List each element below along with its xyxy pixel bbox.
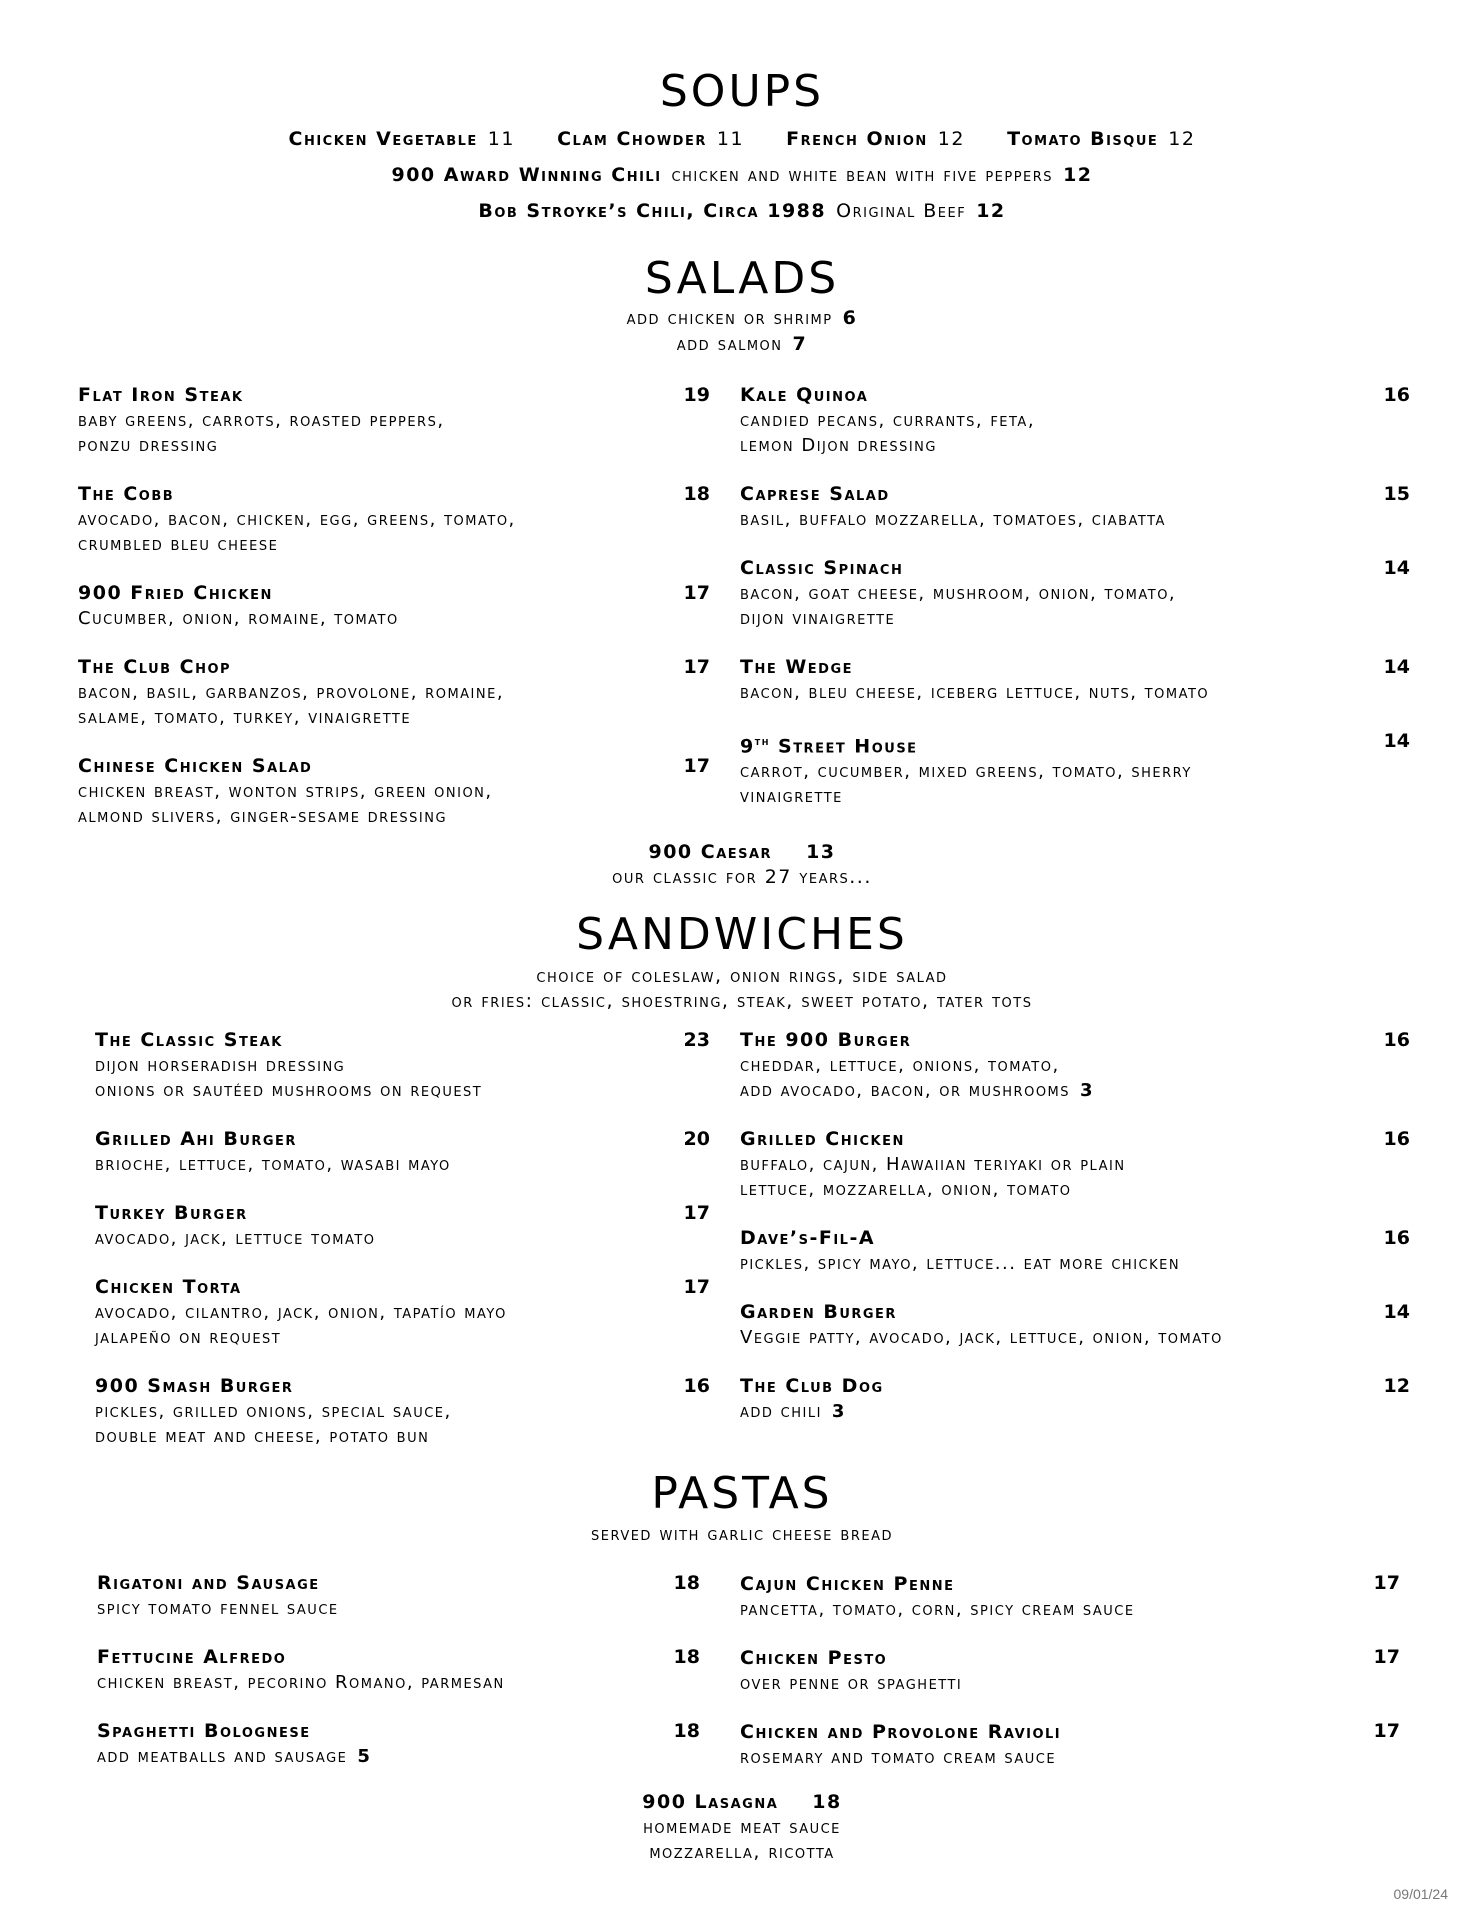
item-desc: basil, buffalo mozzarella, tomatoes, ciabatta <box>740 509 1166 530</box>
item-desc-text: add meatballs and sausage <box>97 1746 348 1767</box>
item-desc: Cucumber, onion, romaine, tomato <box>78 608 399 629</box>
item-desc: candied pecans, currants, feta, <box>740 410 1036 431</box>
item-name: Cajun Chicken Penne <box>740 1573 955 1595</box>
lasagna-desc-1: homemade meat sauce <box>643 1816 841 1838</box>
lasagna-item <box>0 1790 1484 1814</box>
menu-item <box>97 1571 339 1621</box>
item-price: 17 <box>683 1202 710 1224</box>
menu-item <box>740 1127 1126 1202</box>
addon-price: 6 <box>842 307 858 329</box>
soup-name: Chicken Vegetable <box>288 128 478 150</box>
item-name: The Classic Steak <box>95 1029 283 1051</box>
item-price: 13 <box>806 841 836 863</box>
pastas-note: served with garlic cheese bread <box>591 1523 893 1545</box>
item-name: Turkey Burger <box>95 1202 248 1224</box>
item-price: 16 <box>1383 1227 1410 1249</box>
item-price: 15 <box>1383 483 1410 505</box>
item-name-superscript: th <box>754 734 770 748</box>
item-desc: Veggie patty, avocado, jack, lettuce, onion, tomato <box>740 1327 1223 1348</box>
item-desc: bacon, basil, garbanzos, provolone, romaine, <box>78 682 505 703</box>
soup-name: Clam Chowder <box>557 128 707 150</box>
item-desc: rosemary and tomato cream sauce <box>740 1747 1057 1768</box>
item-name: Grilled Chicken <box>740 1128 905 1150</box>
item-name: Chinese Chicken Salad <box>78 755 313 777</box>
item-name: 900 Caesar <box>648 841 773 863</box>
addon-price: 3 <box>1080 1080 1095 1101</box>
item-desc: spicy tomato fennel sauce <box>97 1598 339 1619</box>
menu-item <box>740 383 1035 458</box>
item-price: 17 <box>683 656 710 678</box>
item-desc: bacon, bleu cheese, iceberg lettuce, nuts, tomato <box>740 682 1210 703</box>
item-name: The Cobb <box>78 483 175 505</box>
item-desc <box>740 1399 884 1424</box>
item-name: Kale Quinoa <box>740 384 869 406</box>
item-name-rest: Street House <box>769 735 918 758</box>
sandwiches-note-1: choice of coleslaw, onion rings, side salad <box>536 965 948 987</box>
item-desc: avocado, jack, lettuce tomato <box>95 1228 376 1249</box>
soup-price: 12 <box>976 200 1006 222</box>
soup-price: 11 <box>487 128 515 150</box>
item-desc: chicken breast, pecorino Romano, parmesan <box>97 1672 505 1693</box>
item-desc: carrot, cucumber, mixed greens, tomato, sherry <box>740 761 1192 783</box>
soups-row-3 <box>0 199 1484 223</box>
item-desc: chicken breast, wonton strips, green onion, <box>78 781 493 802</box>
item-name: Classic Spinach <box>740 557 904 579</box>
soup-price: 12 <box>1063 164 1093 186</box>
item-price: 17 <box>1373 1572 1400 1594</box>
item-desc: avocado, bacon, chicken, egg, greens, tomato, <box>78 509 516 530</box>
salads-addon-2 <box>0 332 1484 356</box>
item-price: 17 <box>683 582 710 604</box>
item-name: 900 Lasagna <box>642 1791 779 1813</box>
addon-price: 5 <box>357 1746 372 1767</box>
caesar-item <box>0 840 1484 864</box>
item-price: 17 <box>1373 1646 1400 1668</box>
item-price: 18 <box>673 1646 700 1668</box>
item-desc: ponzu dressing <box>78 435 219 456</box>
item-name: Spaghetti Bolognese <box>97 1720 311 1742</box>
item-desc: crumbled bleu cheese <box>78 534 279 555</box>
item-desc: jalapeño on request <box>95 1327 282 1348</box>
item-desc-text: add chili <box>740 1401 822 1422</box>
menu-item <box>78 754 493 829</box>
item-desc <box>740 1078 1094 1103</box>
item-name: The Wedge <box>740 656 854 678</box>
item-price: 16 <box>1383 1029 1410 1051</box>
salads-addon-1 <box>0 306 1484 330</box>
addon-price: 7 <box>792 333 808 355</box>
menu-item <box>740 1226 1180 1276</box>
item-desc: salame, tomato, turkey, vinaigrette <box>78 707 412 728</box>
menu-item <box>740 1572 1135 1622</box>
menu-item <box>740 556 1176 631</box>
soups-row-2 <box>0 163 1484 187</box>
soup-name: Tomato Bisque <box>1007 128 1159 150</box>
soup-name: Bob Stroyke’s Chili, Circa 1988 <box>478 200 827 222</box>
menu-item <box>740 729 1192 809</box>
sandwiches-title: SANDWICHES <box>576 909 908 960</box>
item-desc: avocado, cilantro, jack, onion, tapatío mayo <box>95 1302 507 1323</box>
menu-item <box>78 383 445 458</box>
soup-price: 12 <box>937 128 965 150</box>
menu-item <box>740 482 1166 532</box>
menu-item <box>78 581 399 631</box>
menu-item <box>740 1646 962 1696</box>
pastas-title: PASTAS <box>651 1468 833 1519</box>
item-desc: over penne or spaghetti <box>740 1673 963 1694</box>
item-price: 17 <box>683 1276 710 1298</box>
menu-item <box>740 1300 1223 1350</box>
item-name <box>740 729 1192 759</box>
soup-desc: Original Beef <box>836 200 967 222</box>
salads-title: SALADS <box>644 253 840 304</box>
item-name: Flat Iron Steak <box>78 384 244 406</box>
item-price: 12 <box>1383 1375 1410 1397</box>
menu-item <box>740 1374 884 1424</box>
item-desc: cheddar, lettuce, onions, tomato, <box>740 1055 1060 1076</box>
item-name: Caprese Salad <box>740 483 890 505</box>
addon-price: 3 <box>831 1401 846 1422</box>
menu-item <box>78 482 516 557</box>
item-name: Rigatoni and Sausage <box>97 1572 320 1594</box>
menu-item <box>95 1275 507 1350</box>
item-name: 900 Fried Chicken <box>78 582 273 604</box>
item-desc: pickles, grilled onions, special sauce, <box>95 1401 452 1422</box>
item-name: The 900 Burger <box>740 1029 912 1051</box>
item-desc: dijon vinaigrette <box>740 608 896 629</box>
item-desc-text: add avocado, bacon, or mushrooms <box>740 1080 1071 1101</box>
item-desc: brioche, lettuce, tomato, wasabi mayo <box>95 1154 451 1175</box>
item-price: 16 <box>1383 1128 1410 1150</box>
menu-item <box>740 1720 1061 1770</box>
soup-desc: chicken and white bean with five peppers <box>671 164 1054 186</box>
item-desc: pancetta, tomato, corn, spicy cream sauce <box>740 1599 1135 1620</box>
item-price: 18 <box>673 1720 700 1742</box>
caesar-desc: our classic for 27 years... <box>612 866 872 888</box>
item-name: Chicken Pesto <box>740 1647 888 1669</box>
item-price: 20 <box>683 1128 710 1150</box>
item-name: The Club Dog <box>740 1375 884 1397</box>
lasagna-desc-2: mozzarella, ricotta <box>649 1841 835 1863</box>
menu-item <box>740 655 1209 705</box>
item-price: 16 <box>1383 384 1410 406</box>
item-desc: buffalo, cajun, Hawaiian teriyaki or plain <box>740 1154 1126 1175</box>
item-desc: lettuce, mozzarella, onion, tomato <box>740 1179 1072 1200</box>
menu-item <box>97 1719 371 1769</box>
addon-text: add salmon <box>676 333 783 355</box>
item-name: The Club Chop <box>78 656 232 678</box>
item-name: Dave’s-Fil-A <box>740 1227 876 1249</box>
menu-item <box>95 1028 482 1103</box>
item-desc: lemon Dijon dressing <box>740 435 937 456</box>
item-desc: bacon, goat cheese, mushroom, onion, tomato, <box>740 583 1177 604</box>
item-name: Garden Burger <box>740 1301 897 1323</box>
addon-text: add chicken or shrimp <box>626 307 833 329</box>
item-price: 18 <box>673 1572 700 1594</box>
item-name: Chicken and Provolone Ravioli <box>740 1721 1062 1743</box>
item-price: 16 <box>683 1375 710 1397</box>
menu-item <box>95 1374 452 1449</box>
revision-date: 09/01/24 <box>1393 1886 1448 1902</box>
item-name: 900 Smash Burger <box>95 1375 294 1397</box>
item-price: 17 <box>1373 1720 1400 1742</box>
item-name-number: 9 <box>740 735 755 758</box>
item-desc: dijon horseradish dressing <box>95 1055 346 1076</box>
item-name: Chicken Torta <box>95 1276 242 1298</box>
item-price: 18 <box>812 1791 842 1813</box>
menu-item <box>95 1201 376 1251</box>
item-desc: onions or sautéed mushrooms on request <box>95 1080 483 1101</box>
menu-item <box>78 655 504 730</box>
soup-name: French Onion <box>786 128 928 150</box>
soup-price: 12 <box>1168 128 1196 150</box>
item-desc: double meat and cheese, potato bun <box>95 1426 430 1447</box>
menu-item <box>97 1645 505 1695</box>
item-price: 19 <box>683 384 710 406</box>
item-price: 14 <box>1383 656 1410 678</box>
item-price: 14 <box>1383 1301 1410 1323</box>
sandwiches-note-2: or fries: classic, shoestring, steak, sweet potato, tater tots <box>451 990 1033 1012</box>
item-desc <box>97 1744 371 1769</box>
item-price: 14 <box>1383 730 1410 752</box>
item-price: 23 <box>683 1029 710 1051</box>
menu-item <box>740 1028 1094 1103</box>
item-price: 14 <box>1383 557 1410 579</box>
item-price: 17 <box>683 755 710 777</box>
soups-title: SOUPS <box>659 66 825 117</box>
item-desc: vinaigrette <box>740 786 843 808</box>
soup-price: 11 <box>716 128 745 150</box>
item-name: Fettucine Alfredo <box>97 1646 287 1668</box>
item-desc: almond slivers, ginger-sesame dressing <box>78 806 448 827</box>
item-desc: baby greens, carrots, roasted peppers, <box>78 410 445 431</box>
soups-row-1 <box>0 127 1484 151</box>
item-name: Grilled Ahi Burger <box>95 1128 297 1150</box>
item-desc: pickles, spicy mayo, lettuce... eat more chicken <box>740 1253 1181 1274</box>
menu-item <box>95 1127 451 1177</box>
item-price: 18 <box>683 483 710 505</box>
soup-name: 900 Award Winning Chili <box>391 164 662 186</box>
